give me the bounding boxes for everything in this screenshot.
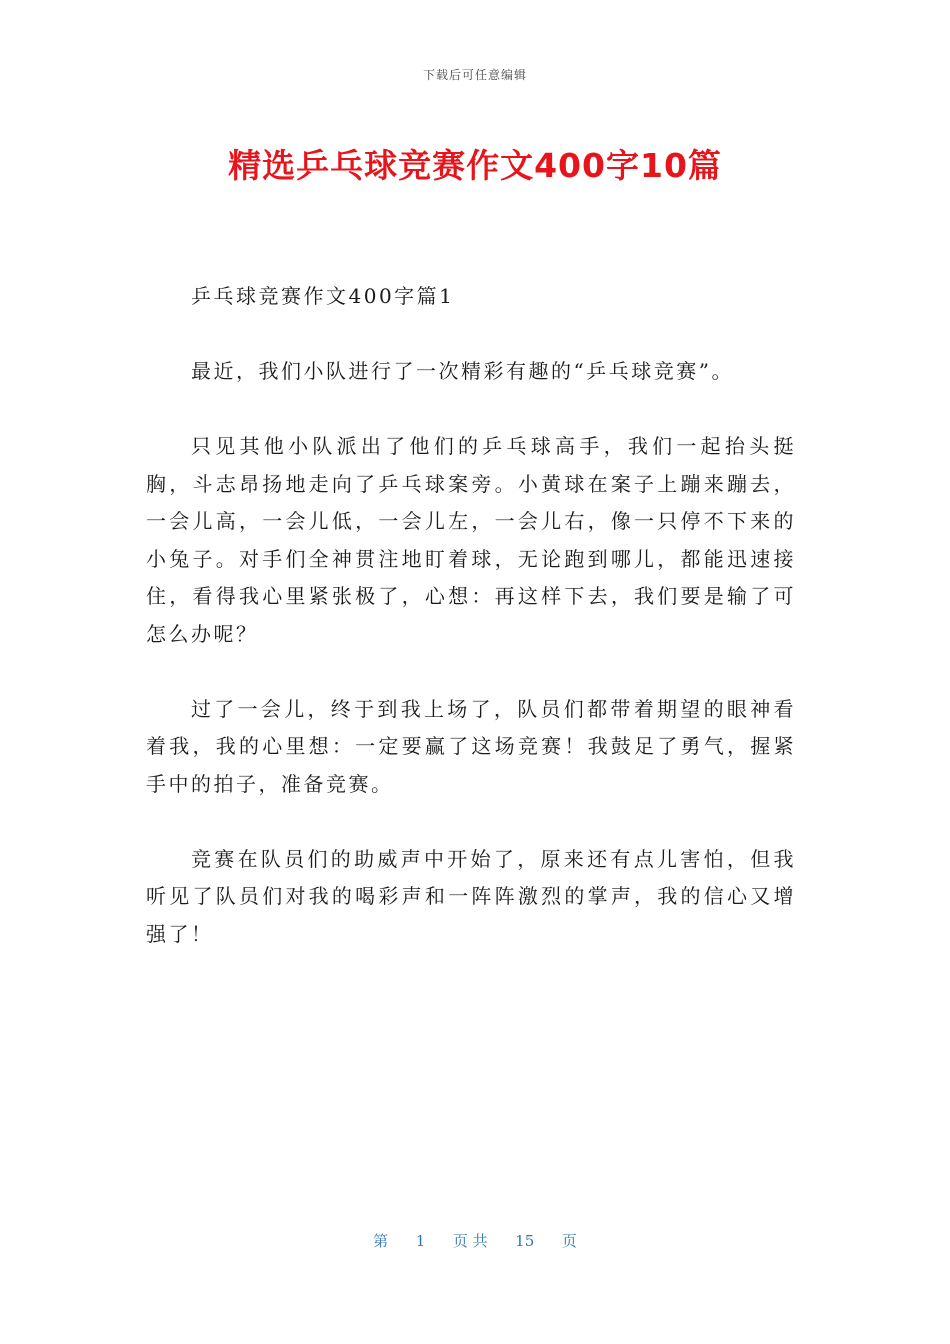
page-label-prefix: 第 xyxy=(373,1232,389,1250)
header-note: 下载后可任意编辑 xyxy=(422,68,527,82)
total-pages: 15 xyxy=(515,1232,535,1250)
section-heading: 乒乓球竞赛作文400字篇1 xyxy=(191,284,455,308)
document-title: 精选乒乓球竞赛作文400字10篇 xyxy=(228,146,722,185)
document-body xyxy=(146,278,796,991)
paragraph: 最近，我们小队进行了一次精彩有趣的“乒乓球竞赛”。 xyxy=(191,359,734,383)
page-footer xyxy=(0,1230,950,1251)
page-number: 1 xyxy=(415,1232,426,1250)
paragraph: 过了一会儿，终于到我上场了，队员们都带着期望的眼神看着我，我的心里想：一定要赢了这场竞赛！我鼓足了勇气，握紧手中的拍子，准备竞赛。 xyxy=(146,696,796,796)
page-label-suffix: 页 xyxy=(561,1232,577,1250)
paragraph: 竞赛在队员们的助威声中开始了，原来还有点儿害怕，但我听见了队员们对我的喝彩声和一阵阵激烈的掌声，我的信心又增强了！ xyxy=(146,846,796,946)
page-label-mid: 页 共 xyxy=(452,1232,488,1250)
paragraph: 只见其他小队派出了他们的乒乓球高手，我们一起抬头挺胸，斗志昂扬地走向了乒乓球案旁。小黄球在案子上蹦来蹦去，一会儿高，一会儿低，一会儿左，一会儿右，像一只停不下来的小兔子。对手们全神贯注地盯着球，无论跑到哪儿，都能迅速接住，看得我心里紧张极了，心想：再这样下去，我们要是输了可怎么办呢？ xyxy=(146,434,796,646)
